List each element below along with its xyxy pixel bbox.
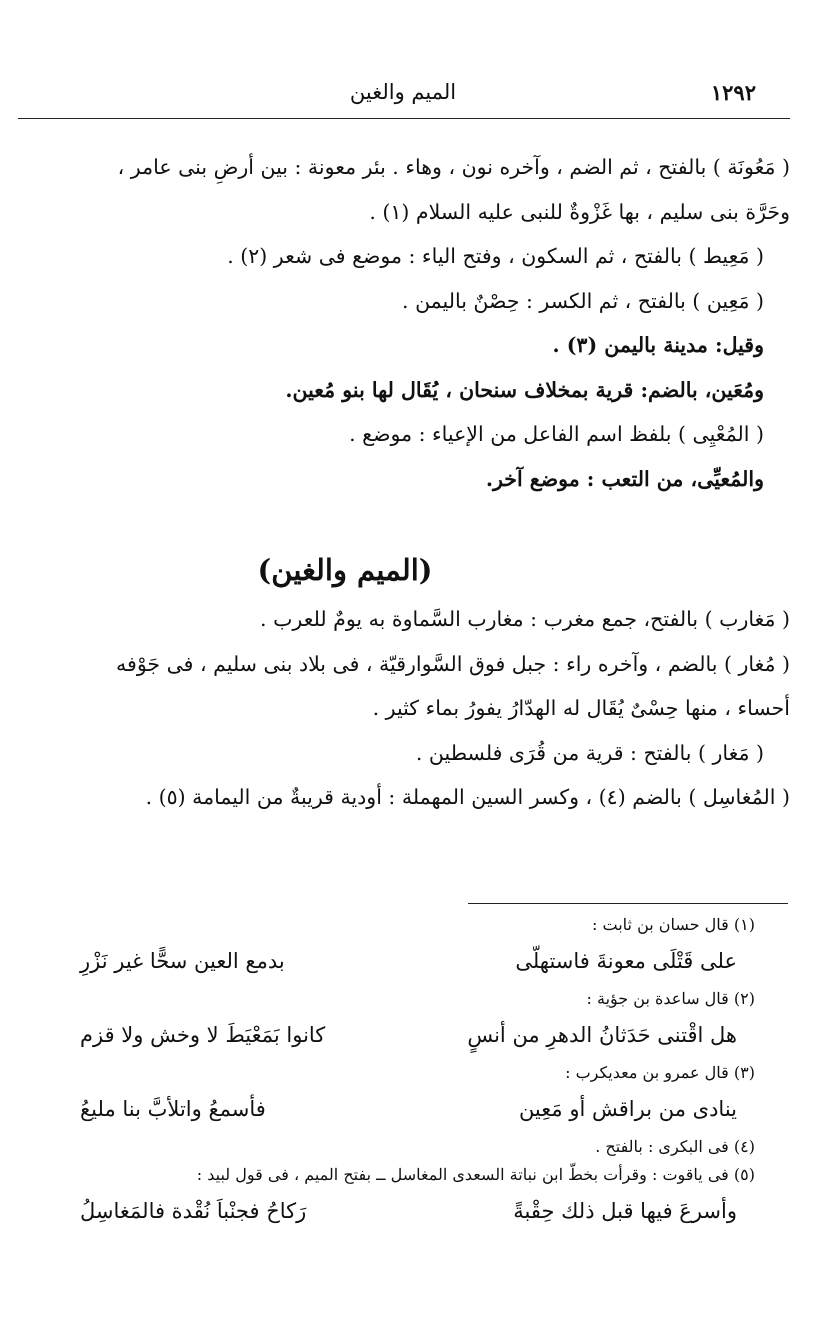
footnote-1-label: (١) قال حسان بن ثابت : xyxy=(592,915,755,934)
entry-magharib: ( مَغارب ) بالفتح، جمع مغرب : مغارب السَّماوة به يومٌ للعرب . xyxy=(260,607,790,631)
running-title: الميم والغين xyxy=(349,80,457,104)
entry-mughar: ( مُغار ) بالضم ، وآخره راء : جبل فوق السَّوارقيّة ، فى بلاد بنى سليم ، فى جَوْفه xyxy=(116,651,790,676)
footnote-5-label: (٥) فى ياقوت : وقرأت بخطّ ابن نباتة السعدى المغاسل ــ بفتح الميم ، فى قول لبيد : xyxy=(196,1165,755,1184)
footnote-4-label: (٤) فى البكرى : بالفتح . xyxy=(595,1137,755,1156)
page-number: ١٢٩٢ xyxy=(710,80,756,105)
entry-maghar: ( مَغار ) بالفتح : قرية من قُرَى فلسطين . xyxy=(415,740,764,765)
verse-2-second-hemistich: كانوا بَمَعْيَطَ لا وخش ولا قزم xyxy=(80,1023,326,1047)
entry-maeet: ( مَعِيط ) بالفتح ، ثم السكون ، وفتح الياء : موضع فى شعر (٢) . xyxy=(227,244,764,268)
dictionary-body xyxy=(20,145,790,820)
verse-5-first-hemistich: وأسرعَ فيها قبل ذلك حِقْبةً xyxy=(513,1199,737,1223)
verse-3-first-hemistich: ينادى من براقش أو مَعِين xyxy=(518,1097,737,1121)
verse-1-first-hemistich: على قَتْلَى معونةَ فاستهلّى xyxy=(515,949,737,973)
verse-1-second-hemistich: بدمع العين سحًّا غير نَزْرِ xyxy=(80,949,285,973)
entry-moaeen: ومُعَين، بالضم: قرية بمخلاف سنحان ، يُقَال لها بنو مُعين. xyxy=(285,377,764,402)
footnote-3-verse xyxy=(20,1087,755,1133)
entry-maeen-alt: وقيل: مدينة باليمن (٣) . xyxy=(552,333,764,357)
entry-maouna: ( مَعُونَة ) بالفتح ، ثم الضم ، وآخره نون ، وهاء . بئر معونة : بين أرضِ بنى عامر ، xyxy=(117,155,790,179)
footnote-1-verse xyxy=(20,939,755,985)
entry-almuayyi: والمُعيِّى، من التعب : موضع آخر. xyxy=(485,466,764,491)
entry-almuyi: ( المُعْيِى ) بلفظ اسم الفاعل من الإعياء : موضع . xyxy=(349,422,764,446)
section-title: (الميم والغين) xyxy=(257,553,433,587)
entry-mughar-cont: أحساء ، منها حِسْىٌ يُقَال له الهدّارُ يفورُ بماء كثير . xyxy=(372,696,790,720)
footnote-2-verse xyxy=(20,1013,755,1059)
footnote-2-label: (٢) قال ساعدة بن جؤية : xyxy=(586,989,755,1008)
footnotes xyxy=(20,911,755,1235)
footnote-3-label: (٣) قال عمرو بن معديكرب : xyxy=(565,1063,755,1082)
verse-2-first-hemistich: هل اقْتنى حَدَثانُ الدهرِ من أنسٍ xyxy=(467,1023,737,1047)
footnote-5-verse xyxy=(20,1189,755,1235)
entry-maeen: ( مَعِين ) بالفتح ، ثم الكسر : حِصْنٌ باليمن . xyxy=(402,288,764,313)
entry-maouna-cont: وحَرَّة بنى سليم ، بها غَزْوةٌ للنبى عليه السلام (١) . xyxy=(369,199,790,224)
page-header xyxy=(18,80,788,110)
verse-3-second-hemistich: فأسمعُ واتلأبَّ بنا مليعُ xyxy=(80,1097,266,1121)
footnote-rule xyxy=(468,903,788,904)
header-rule xyxy=(18,118,790,119)
verse-5-second-hemistich: رَكاحُ فجنْباَ نُقْدة فالمَغاسِلُ xyxy=(80,1199,307,1223)
entry-almughasil: ( المُغاسِل ) بالضم (٤) ، وكسر السين المهملة : أودية قريبةٌ من اليمامة (٥) . xyxy=(145,785,790,809)
